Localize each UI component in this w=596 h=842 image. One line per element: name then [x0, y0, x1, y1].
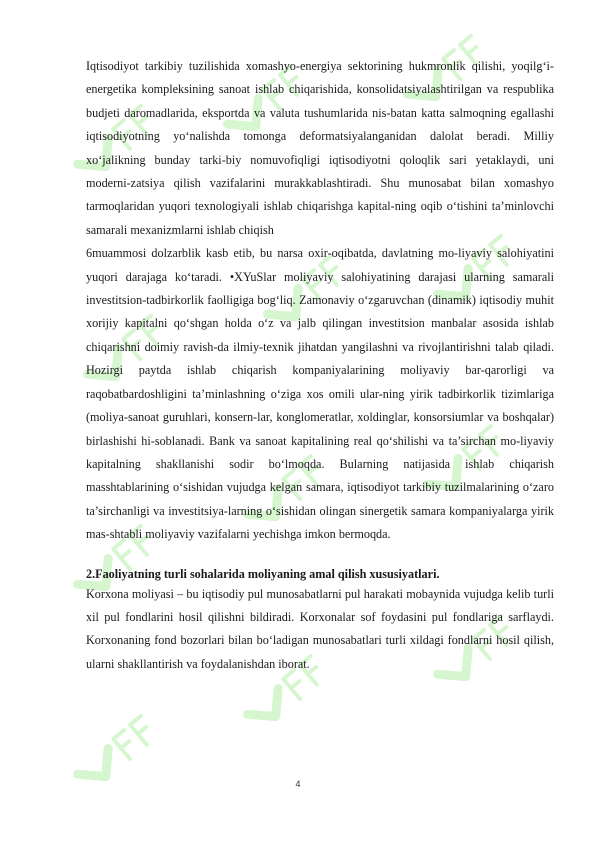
paragraph-3: Korxona moliyasi – bu iqtisodiy pul munosabatlarni pul harakati mobaynida vujudga kelib turli xil pul fondlarini hosil qilishni bildiradi. Korxonalar sof foydasini pul fondlariga sarflaydi. Korxonaning fond bozorlari bilan bo‘ladigan munosabatlari turli xildagi fondlarni hosil qilish, ularni shakllantirish va foydalanishdan iborat. — [86, 586, 554, 671]
page-number: 4 — [295, 779, 301, 789]
document-body — [86, 55, 554, 676]
paragraph-2: 6muammosi dolzarblik kasb etib, bu narsa oxir-oqibatda, davlatning mo-liyaviy salohiyatini yuqori darajaga ko‘taradi. •XYuSlar moliyaviy salohiyatining darajasi ularning samarali investitsion-tadbirkorlik faolligiga bog‘liq. Zamonaviy o‘zgaruvchan (dinamik) iqtisodiy muhit xorijiy kapitalni qo‘shgan holda o‘z va jalb qilingan investitsion manbalar asosida ishlab chiqarishni doimiy ravish-da ilmiy-texnik jihatdan yangilashni va rivojlantirishni talab qiladi. Hozirgi paytda ishlab chiqarish kompaniyalarining moliyaviy bar-qarorligi va raqobatbardoshligini ta’minlashning o‘ziga xos omili ular-ning yirik tadbirkorlik tizimlariga (moliya-sanoat guruhlari, konsern-lar, konglomeratlar, xoldinglar, konsorsiumlar va boshqalar) birlashishi hi-soblanadi. Bank va sanoat kapitalining real qo‘shilishi va ta’sirchan mo-liyaviy kapitalning shakllanishi sodir bo‘lmoqda. Bularning natijasida ishlab chiqarish masshtablarining o‘sishidan vujudga kelgan samara, iqtisodiyot tarkibiy tuzilmalarining o‘zaro ta’sirchanligi va investitsiya-larning o‘sishidan olingan sinergetik samara kompaniyalarga yirik mas-shtabli moliyaviy vazifalarni yechishga imkon bermoqda. — [86, 246, 554, 542]
paragraph-1: Iqtisodiyot tarkibiy tuzilishida xomashyo-energiya sektorining hukmronlik qilishi, yoqilg‘i-energetika kompleksining sanoat ishlab chiqarishida, konsolidatsiyalashtirilgan va respublika budjeti daromadlarida, eksportda va valuta tushumlarida nis-batan katta salmoqning egallashi iqtisodiyotning yo‘nalishda tomonga deformatsiyalanganidan dalolat beradi. Milliy xo‘jalikning bunday tarki-biy nomuvofiqligi iqtisodiyotni qoloqlik sari yetaklaydi, uni moderni-zatsiya qilish vazifalarini murakkablashtiradi. Shu munosabat bilan xomashyo tarmoqlaridan yuqori texnologiyali ishlab chiqarishga kapital-ning oqib o‘tishini ta’minlovchi samarali mexanizmlarni ishlab chiqish — [86, 59, 554, 237]
section-heading: 2.Faoliyatning turli sohalarida moliyaning amal qilish xususiyatlari. — [86, 566, 440, 581]
